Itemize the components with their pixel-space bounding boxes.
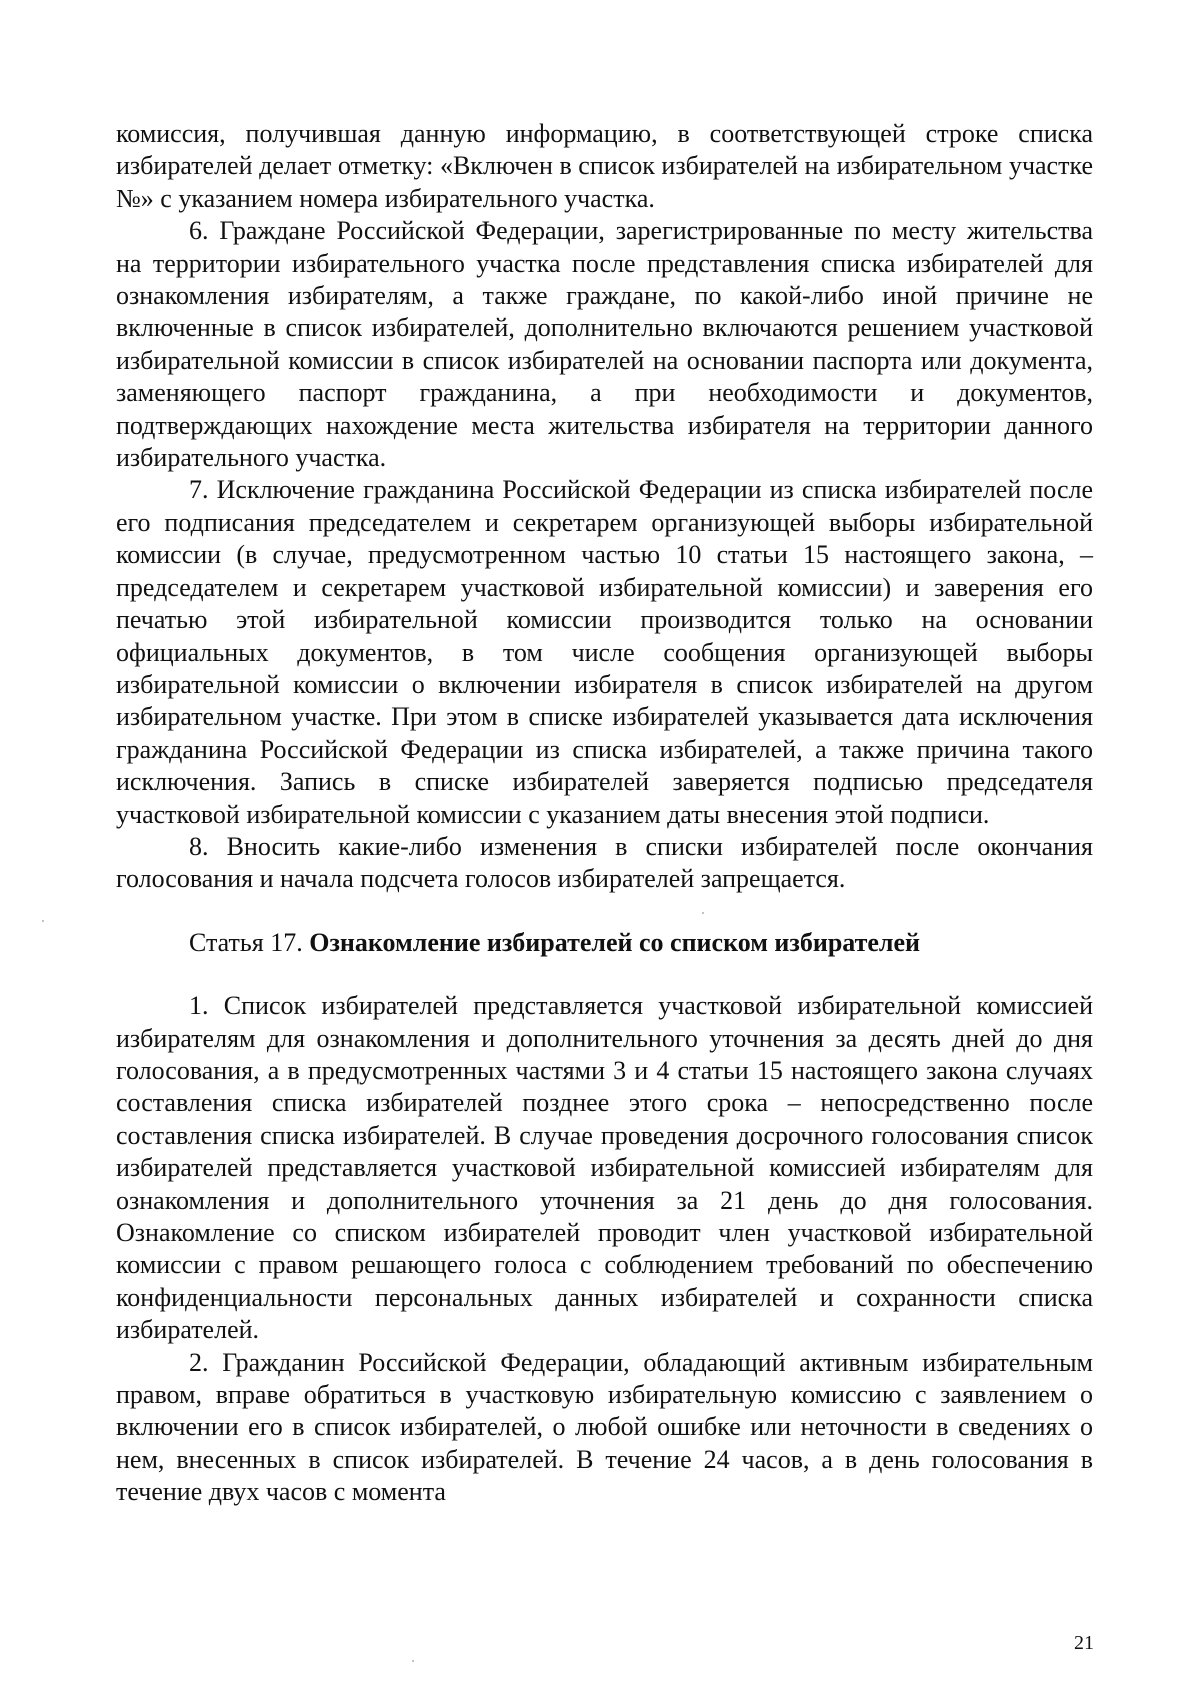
- paragraph-article-item-2: 2. Гражданин Российской Федерации, обладающий активным избирательным правом, вправе обратиться в участковую избирательную комиссию с заявлением о включении его в список избирателей, о любой ошибке или неточности в сведениях о нем, внесенных в список избирателей. В течение 24 часов, а в день голосования в течение двух часов с момента: [116, 1347, 1093, 1507]
- document-page: [116, 118, 1093, 1509]
- paragraph-article-item-1: 1. Список избирателей представляется участковой избирательной комиссией избирателям для ознакомления и дополнительного уточнения за десять дней до дня голосования, а в предусмотренных частями 3 и 4 статьи 15 настоящего закона случаях составления списка избирателей позднее этого срока – непосредственно после составления списка избирателей. В случае проведения досрочного голосования список избирателей представляется участковой избирательной комиссией избирателям для ознакомления и дополнительного уточнения за 21 день до дня голосования. Ознакомление со списком избирателей проводит член участковой избирательной комиссии с правом решающего голоса с соблюдением требований по обеспечению конфиденциальности персональных данных избирателей и сохранности списка избирателей.: [116, 991, 1093, 1345]
- scan-speck: [702, 912, 704, 914]
- page-number: 21: [1074, 1632, 1094, 1654]
- paragraph-item-8: 8. Вносить какие-либо изменения в списки избирателей после окончания голосования и начала подсчета голосов избирателей запрещается.: [116, 831, 1093, 894]
- article-heading: [116, 927, 1093, 959]
- article-label: Статья 17.: [189, 927, 303, 957]
- article-title: Ознакомление избирателей со списком избирателей: [309, 927, 921, 957]
- paragraph-item-7: 7. Исключение гражданина Российской Федерации из списка избирателей после его подписания председателем и секретарем организующей выборы избирательной комиссии (в случае, предусмотренном частью 10 статьи 15 настоящего закона, – председателем и секретарем участковой избирательной комиссии) и заверения его печатью этой избирательной комиссии производится только на основании официальных документов, в том числе сообщения организующей выборы избирательной комиссии о включении избирателя в список избирателей на другом избирательном участке. При этом в списке избирателей указывается дата исключения гражданина Российской Федерации из списка избирателей, а также причина такого исключения. Запись в списке избирателей заверяется подписью председателя участковой избирательной комиссии с указанием даты внесения этой подписи.: [116, 475, 1093, 829]
- paragraph-continuation: комиссия, получившая данную информацию, в соответствующей строке списка избирателей делает отметку: «Включен в список избирателей на избирательном участке №» с указанием номера избирательного участка.: [116, 119, 1093, 213]
- paragraph-item-6: 6. Граждане Российской Федерации, зарегистрированные по месту жительства на территории избирательного участка после представления списка избирателей для ознакомления избирателям, а также граждане, по какой-либо иной причине не включенные в список избирателей, дополнительно включаются решением участковой избирательной комиссии в список избирателей на основании паспорта или документа, заменяющего паспорт гражданина, а при необходимости и документов, подтверждающих нахождение места жительства избирателя на территории данного избирательного участка.: [116, 216, 1093, 473]
- scan-speck: [42, 920, 44, 922]
- scan-speck: [412, 1660, 414, 1662]
